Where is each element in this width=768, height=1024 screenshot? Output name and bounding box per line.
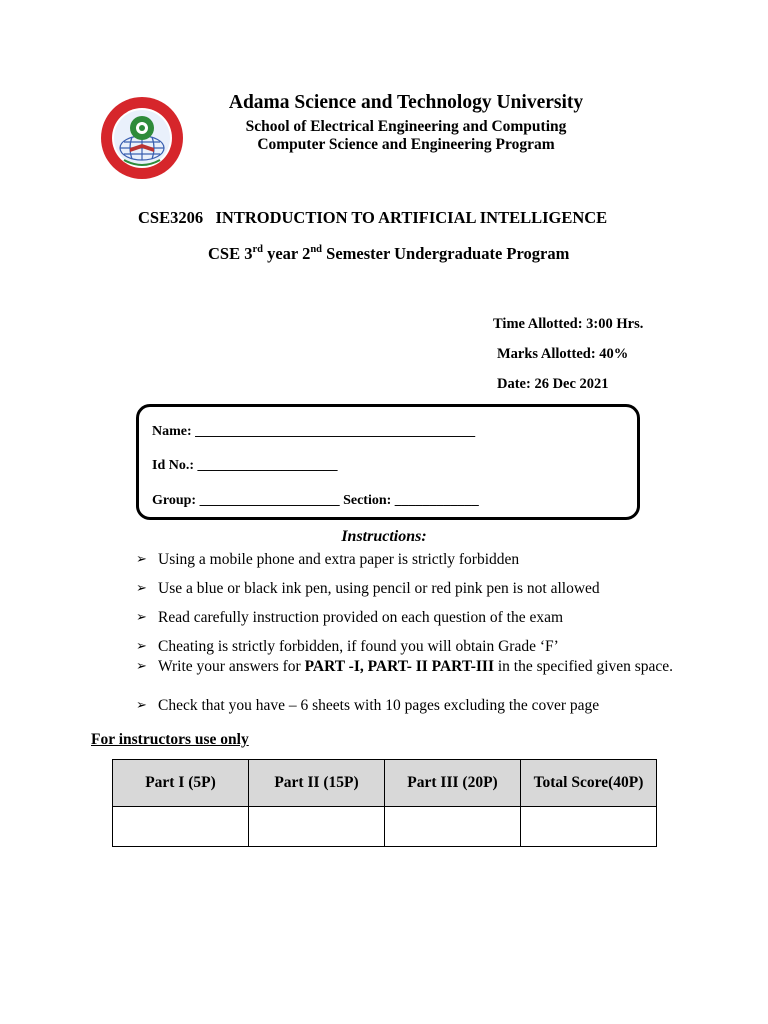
name-field[interactable]: Name: ________________________________________ [152,424,476,439]
year-prefix: CSE 3 [208,244,253,263]
instructors-use-label: For instructors use only [91,731,249,748]
instruction-text: Check that you have – 6 sheets with 10 pages excluding the cover page [158,697,600,714]
semester-superscript: nd [310,243,323,255]
course-name: INTRODUCTION TO ARTIFICIAL INTELLIGENCE [215,208,608,227]
instruction-item [136,550,676,569]
part2-score-cell[interactable] [249,807,385,847]
instruction-text: Use a blue or black ink pen, using pencil or red pink pen is not allowed [158,580,600,597]
instruction-text: Using a mobile phone and extra paper is strictly forbidden [158,551,520,568]
instruction-item [136,696,676,715]
group-section-field[interactable]: Group: ____________________ Section: ____________ [152,493,479,508]
part1-header: Part I (5P) [113,760,249,807]
instruction-item [136,637,676,656]
school-name: School of Electrical Engineering and Computing [245,118,567,135]
part2-header: Part II (15P) [249,760,385,807]
year-suffix: Semester Undergraduate Program [322,244,570,263]
arrow-bullet-icon: ➢ [136,552,147,567]
instruction-text-lead: Write your answers for [158,658,305,675]
score-table-header-row [113,760,657,807]
score-table-row [113,807,657,847]
university-logo [100,96,184,180]
instruction-text-tail: in the specified given space. [494,658,674,675]
instruction-item [136,608,676,627]
course-title [138,208,607,228]
arrow-bullet-icon: ➢ [136,639,147,654]
total-score-cell[interactable] [521,807,657,847]
exam-date: Date: 26 Dec 2021 [497,376,609,392]
instruction-text [136,657,676,676]
year-mid: year 2 [262,244,311,263]
marks-allotted: Marks Allotted: 40% [497,346,629,362]
id-number-field[interactable]: Id No.: ____________________ [152,458,338,473]
instruction-parts-bold: PART -I, PART- II PART-III [304,658,494,675]
score-table [112,759,657,847]
year-semester-line [208,244,569,264]
instruction-item [136,657,676,676]
instruction-item [136,579,676,598]
time-allotted: Time Allotted: 3:00 Hrs. [493,316,644,332]
part3-score-cell[interactable] [385,807,521,847]
arrow-bullet-icon: ➢ [136,698,147,713]
instructions-title: Instructions: [341,528,427,545]
part1-score-cell[interactable] [113,807,249,847]
university-name: Adama Science and Technology University [228,92,584,113]
arrow-bullet-icon: ➢ [136,659,147,674]
course-code: CSE3206 [138,208,204,227]
total-score-header: Total Score(40P) [521,760,657,807]
program-name: Computer Science and Engineering Program [257,136,555,153]
arrow-bullet-icon: ➢ [136,581,147,596]
year-superscript: rd [252,243,263,255]
instruction-text: Read carefully instruction provided on each question of the exam [158,609,564,626]
part3-header: Part III (20P) [385,760,521,807]
instruction-text: Cheating is strictly forbidden, if found you will obtain Grade ‘F’ [158,638,559,655]
arrow-bullet-icon: ➢ [136,610,147,625]
